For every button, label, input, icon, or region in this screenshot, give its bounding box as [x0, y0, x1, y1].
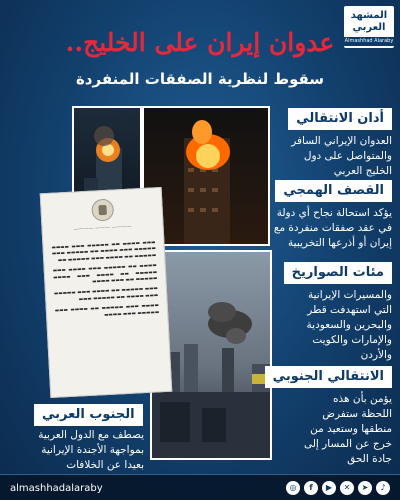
emblem-icon [91, 199, 114, 222]
x-icon[interactable]: ✕ [340, 481, 354, 495]
block-2-line: إيران أو أذرعها التخريبية [288, 237, 392, 249]
tiktok-icon[interactable]: ♪ [376, 481, 390, 495]
headline-subtitle: سقوط لنظرية الصفقات المنفردة [75, 70, 325, 88]
block-3-line: والبحرين والسعودية [306, 319, 392, 331]
left-block-line: يصطف مع الدول العربية [38, 429, 144, 441]
left-block-line: بمواجهة الأجندة الإيرانية [41, 444, 144, 456]
block-3-line: والأردن [360, 349, 392, 361]
logo-tagline: Almashhad Alaraby [344, 38, 394, 44]
block-4-line: جادة الحق [347, 453, 392, 465]
official-statement-document [40, 187, 173, 398]
block-3-line: والإمارات والكويت [312, 334, 392, 346]
block-4-line: اللحظة ستفرض [322, 408, 392, 420]
block-4-line: خرج عن المسار إلى [303, 438, 392, 450]
block-3-line: التي استهدفت قطر [307, 304, 392, 316]
block-2-text [270, 206, 392, 251]
document-paragraph: ▬▬▬ ▬▬▬▬ ▬▬ ▬▬▬▬▬ ▬▬▬ ▬▬▬▬ ▬▬▬▬▬ ▬▬▬ ▬▬▬▬ ▬▬ ▬▬▬▬▬ ▬▬▬ ▬▬▬▬▬ ▬▬ ▬▬▬▬ ▬▬▬ ▬▬▬▬▬ ▬▬ [51, 240, 157, 264]
block-4-heading: الانتقالي الجنوبي [265, 366, 392, 388]
social-handle[interactable]: almashhadalaraby [10, 483, 103, 494]
document-paragraph: ▬▬▬ ▬▬▬▬▬ ▬▬ ▬▬▬▬ ▬▬▬ ▬▬▬▬▬ ▬▬▬ ▬▬▬▬ ▬▬ ▬▬▬▬▬ ▬▬▬ [53, 286, 159, 303]
block-2-line: في عقد صفقات منفردة مع [273, 222, 392, 234]
block-4-line: يؤمن بأن هذه [332, 393, 392, 405]
block-3-heading: مئات الصواريخ [284, 262, 392, 284]
block-2-line: يؤكد استحالة نجاح أي دولة [276, 207, 392, 219]
block-3-line: والمسيرات الإيرانية [308, 289, 392, 301]
block-2-heading: القصف الهمجي [275, 180, 392, 202]
headline-title: عدوان إيران على الخليج.. [65, 28, 335, 57]
left-block-heading: الجنوب العربي [34, 404, 143, 426]
block-3-text [270, 288, 392, 363]
facebook-icon[interactable]: f [304, 481, 318, 495]
logo-line1: المشهد [350, 10, 388, 21]
youtube-icon[interactable]: ▶ [322, 481, 336, 495]
social-icons [286, 481, 390, 495]
block-1-line: العدوان الإيراني السافر [291, 135, 392, 147]
document-header: ———— ——— ———— [73, 223, 132, 233]
document-paragraph: ▬▬▬▬ ▬▬ ▬▬▬▬▬ ▬▬▬ ▬▬▬▬ ▬▬▬ ▬▬▬▬▬ ▬▬ ▬▬▬▬ ▬▬▬ ▬▬▬▬ ▬▬▬▬▬ ▬▬ ▬▬▬ ▬▬▬▬ [52, 263, 158, 285]
document-paragraph: ▬▬▬▬ ▬▬▬ ▬▬▬▬▬ ▬▬ ▬▬▬▬ ▬▬▬ ▬▬▬▬▬ ▬▬▬ ▬▬▬▬ [54, 303, 160, 318]
left-block-line: بعيدا عن الخلافات [66, 459, 144, 471]
block-4-text [270, 392, 392, 467]
block-1-text [270, 134, 392, 179]
left-block-text [8, 428, 144, 473]
telegram-icon[interactable]: ➤ [358, 481, 372, 495]
block-1-line: والمتواصل على دول [303, 150, 392, 162]
block-1-line: الخليج العربي [333, 165, 392, 177]
block-4-line: منطقها وستعيد من [310, 423, 392, 435]
block-1-heading: أدان الانتقالي [288, 108, 392, 130]
logo-line2: العربي [352, 22, 386, 33]
instagram-icon[interactable]: ◎ [286, 481, 300, 495]
